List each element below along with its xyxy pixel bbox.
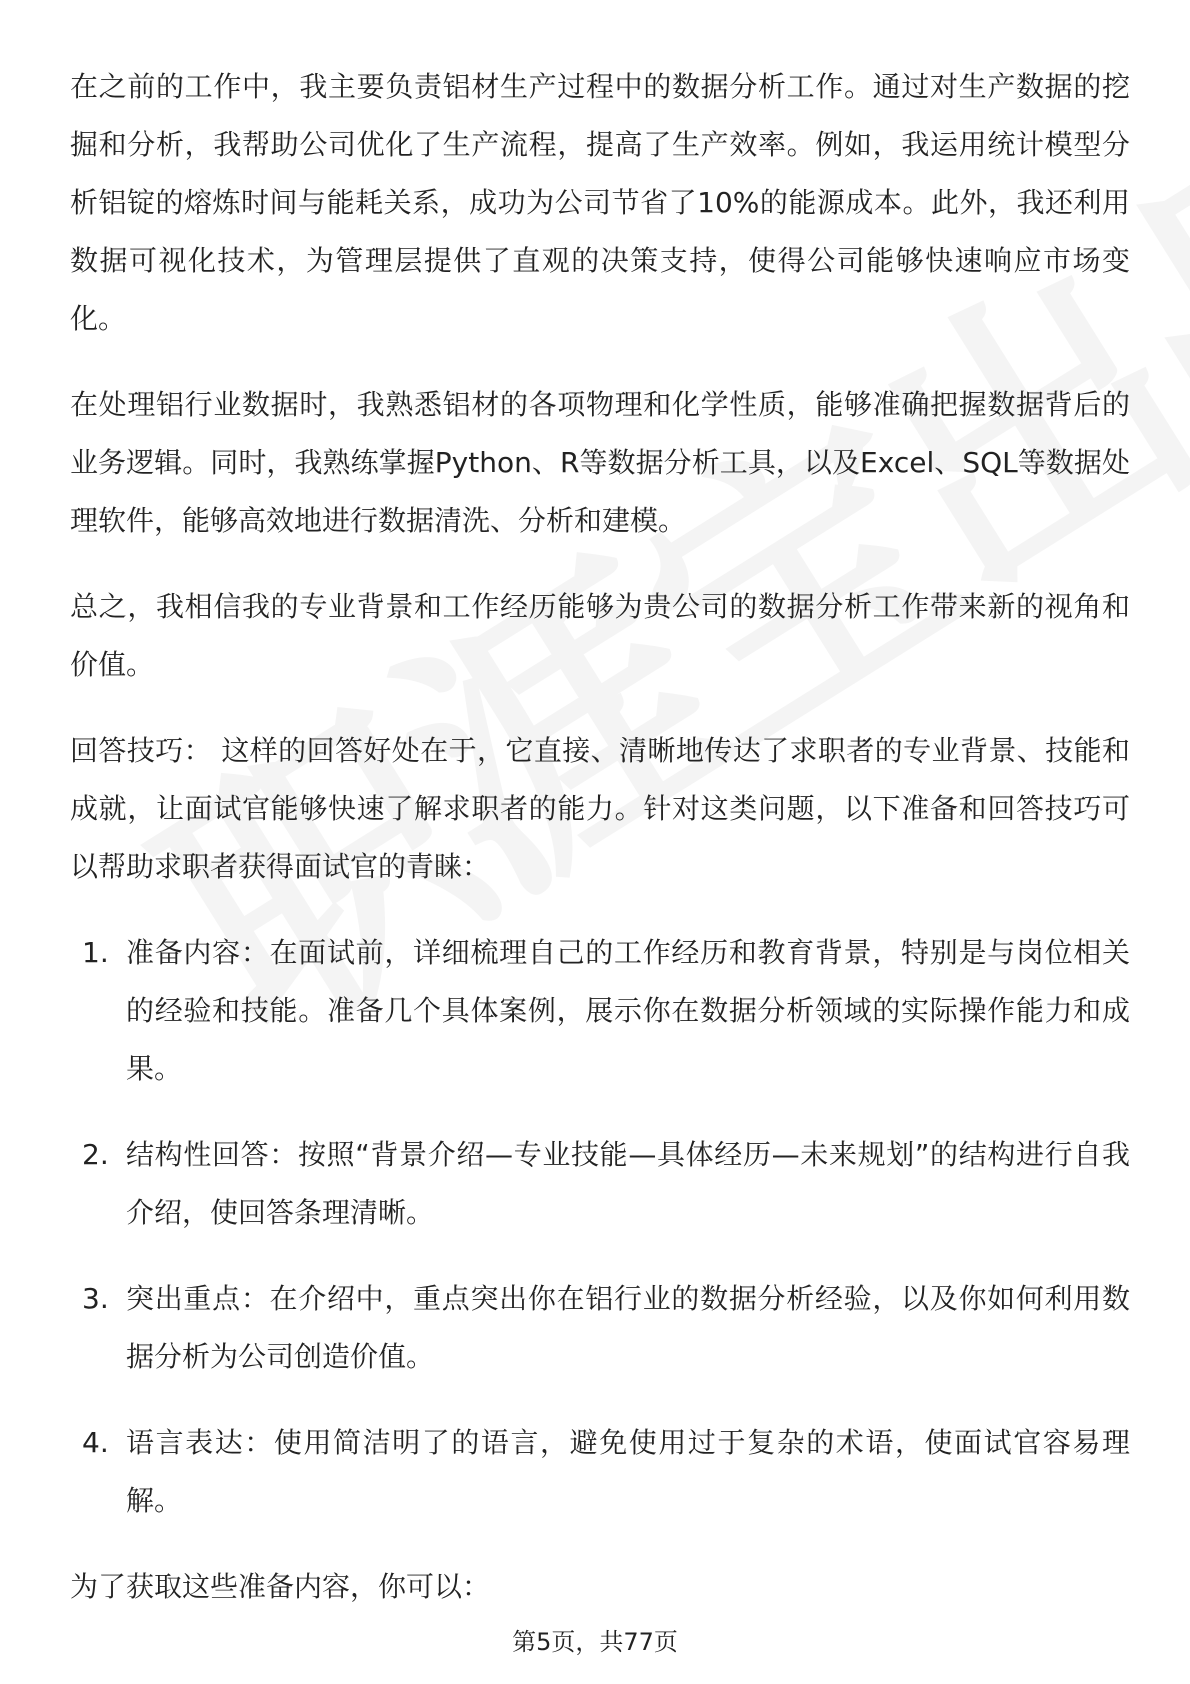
list-item [70,1270,1130,1386]
list-item-text: 准备内容：在面试前，详细梳理自己的工作经历和教育背景，特别是与岗位相关的经验和技能。准备几个具体案例，展示你在数据分析领域的实际操作能力和成果。 [126,936,1130,1085]
paragraph-summary: 总之，我相信我的专业背景和工作经历能够为贵公司的数据分析工作带来新的视角和价值。 [70,590,1130,681]
list-item-text: 语言表达：使用简洁明了的语言，避免使用过于复杂的术语，使面试官容易理解。 [126,1426,1130,1517]
list-item-number: 2. [82,1138,109,1171]
list-item-number: 4. [82,1426,109,1459]
list-item [70,1126,1130,1242]
tips-list [70,924,1130,1530]
document-body [70,58,1130,1644]
list-item-number: 1. [82,936,109,969]
page-footer: 第5页，共77页 [512,1628,678,1656]
list-item-number: 3. [82,1282,109,1315]
list-item [70,1414,1130,1530]
paragraph-skills: 在处理铝行业数据时，我熟悉铝材的各项物理和化学性质，能够准确把握数据背后的业务逻辑。同时，我熟练掌握Python、R等数据分析工具，以及Excel、SQL等数据处理软件，能够高效地进行数据清洗、分析和建模。 [70,388,1130,537]
paragraph-work-experience: 在之前的工作中，我主要负责铝材生产过程中的数据分析工作。通过对生产数据的挖掘和分析，我帮助公司优化了生产流程，提高了生产效率。例如，我运用统计模型分析铝锭的熔炼时间与能耗关系，成功为公司节省了10%的能源成本。此外，我还利用数据可视化技术，为管理层提供了直观的决策支持，使得公司能够快速响应市场变化。 [70,70,1130,335]
paragraph-closing: 为了获取这些准备内容，你可以： [70,1570,491,1603]
list-item-text: 结构性回答：按照“背景介绍—专业技能—具体经历—未来规划”的结构进行自我介绍，使回答条理清晰。 [126,1138,1130,1229]
list-item-text: 突出重点：在介绍中，重点突出你在铝行业的数据分析经验，以及你如何利用数据分析为公司创造价值。 [126,1282,1130,1373]
list-item [70,924,1130,1098]
paragraph-answer-tips: 回答技巧： 这样的回答好处在于，它直接、清晰地传达了求职者的专业背景、技能和成就，让面试官能够快速了解求职者的能力。针对这类问题，以下准备和回答技巧可以帮助求职者获得面试官的青睐： [70,734,1130,883]
